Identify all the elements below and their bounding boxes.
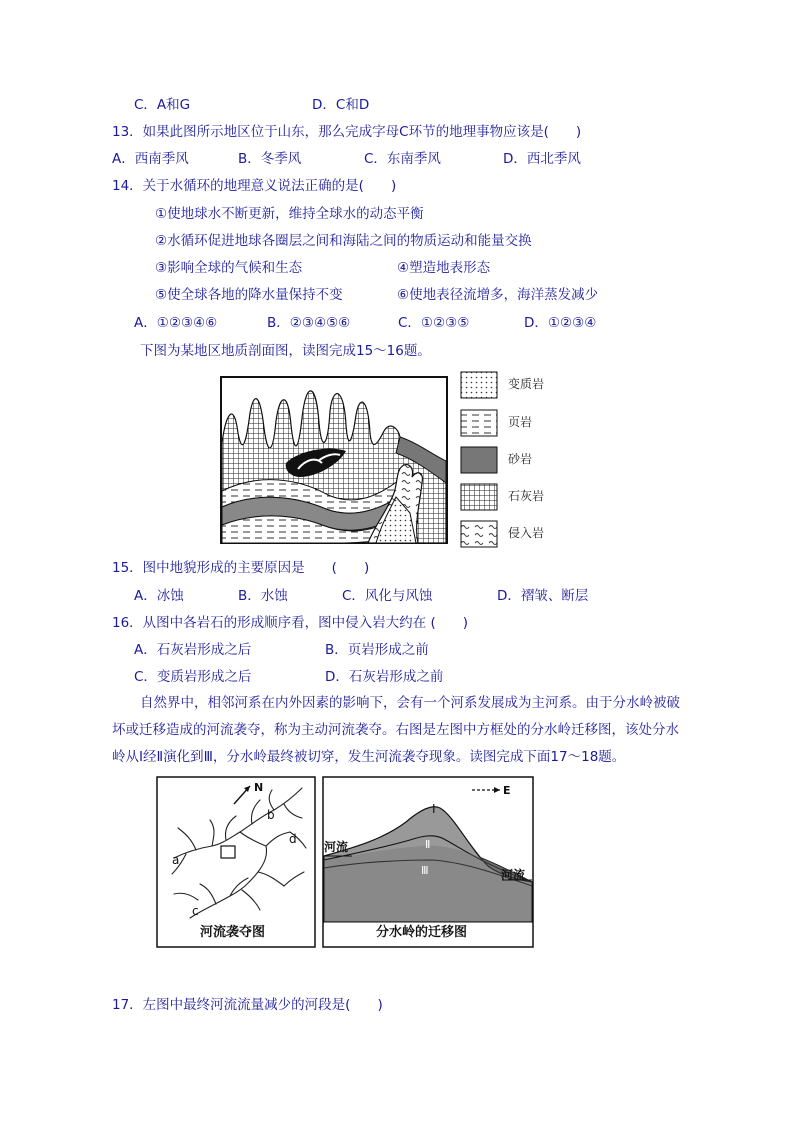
river-capture-map	[156, 776, 316, 948]
divide-mark-1: Ⅰ	[432, 802, 436, 816]
map-left-caption: 河流袭夺图	[200, 925, 266, 940]
q14-option-d: D．①②③④	[524, 315, 597, 331]
river-label-left: 河流	[324, 840, 349, 854]
q14-item-1: ①使地球水不断更新，维持全球水的动态平衡	[155, 206, 424, 222]
legend-label-metamorphic: 变质岩	[508, 377, 545, 391]
q13-option-c: C．东南季风	[364, 151, 441, 167]
q14-item-6: ⑥使地表径流增多，海洋蒸发减少	[397, 287, 599, 303]
legend-swatch-limestone	[461, 484, 497, 510]
map-right-caption: 分水岭的迁移图	[376, 925, 468, 940]
map-label-b: b	[267, 808, 275, 822]
q15-option-c: C．风化与风蚀	[342, 588, 433, 604]
legend-swatch-metamorphic	[461, 372, 497, 398]
divide-mark-3: Ⅲ	[421, 864, 429, 877]
q13-stem: 13．如果此图所示地区位于山东，那么完成字母C环节的地理事物应该是( )	[112, 124, 582, 140]
river-label-right: 河流	[501, 868, 526, 882]
q14-option-c: C．①②③⑤	[398, 315, 470, 331]
q15-stem: 15．图中地貌形成的主要原因是 ( )	[112, 560, 370, 576]
q15-option-d: D．褶皱、断层	[497, 588, 589, 604]
intro-15-16: 下图为某地区地质剖面图，读图完成15～16题。	[140, 343, 431, 359]
q12-option-c: C．A和G	[134, 97, 191, 113]
map-label-d: d	[289, 832, 297, 846]
intro-17-18: 自然界中，相邻河系在内外因素的影响下，会有一个河系发展成为主河系。由于分水岭被破坏或迁移造成的河流袭夺，称为主动河流袭夺。右图是左图中方框处的分水岭迁移图，该处分水岭从Ⅰ经Ⅱ演化到Ⅲ，分水岭最终被切穿，发生河流袭夺现象。读图完成下面17～18题。	[112, 695, 680, 765]
q12-option-d: D．C和D	[312, 97, 370, 113]
q14-item-4: ④塑造地表形态	[397, 260, 491, 276]
q14-stem: 14．关于水循环的地理意义说法正确的是( )	[112, 178, 397, 194]
legend-label-sandstone: 砂岩	[508, 452, 533, 466]
legend-swatch-intrusive	[461, 521, 497, 547]
q15-option-a: A．冰蚀	[134, 588, 184, 604]
q14-item-3: ③影响全球的气候和生态	[155, 260, 303, 276]
q14-option-b: B．②③④⑤⑥	[267, 315, 351, 331]
map-north-label: N	[254, 781, 264, 794]
q13-option-d: D．西北季风	[503, 151, 581, 167]
diagram-east-label: E	[503, 784, 511, 797]
divide-mark-2: Ⅱ	[425, 838, 431, 851]
q16-option-a: A．石灰岩形成之后	[134, 642, 252, 658]
q16-option-c: C．变质岩形成之后	[134, 669, 252, 685]
q16-stem: 16．从图中各岩石的形成顺序看，图中侵入岩大约在 ( )	[112, 615, 469, 631]
q13-option-a: A．西南季风	[112, 151, 189, 167]
q16-option-b: B．页岩形成之前	[325, 642, 429, 658]
q14-item-5: ⑤使全球各地的降水量保持不变	[155, 287, 343, 303]
legend-swatch-sandstone	[461, 447, 497, 473]
q17-stem: 17．左图中最终河流流量减少的河段是( )	[112, 997, 383, 1013]
q14-option-a: A．①②③④⑥	[134, 315, 218, 331]
q14-item-2: ②水循环促进地球各圈层之间和海陆之间的物质运动和能量交换	[155, 233, 532, 249]
legend-label-limestone: 石灰岩	[508, 489, 545, 503]
map-label-c: c	[192, 904, 199, 918]
q15-option-b: B．水蚀	[238, 588, 288, 604]
q16-option-d: D．石灰岩形成之前	[325, 669, 444, 685]
map-label-a: a	[172, 853, 180, 867]
legend-label-shale: 页岩	[508, 415, 533, 429]
q13-option-b: B．冬季风	[238, 151, 302, 167]
legend-label-intrusive: 侵入岩	[508, 526, 545, 540]
legend-swatch-shale	[461, 410, 497, 436]
